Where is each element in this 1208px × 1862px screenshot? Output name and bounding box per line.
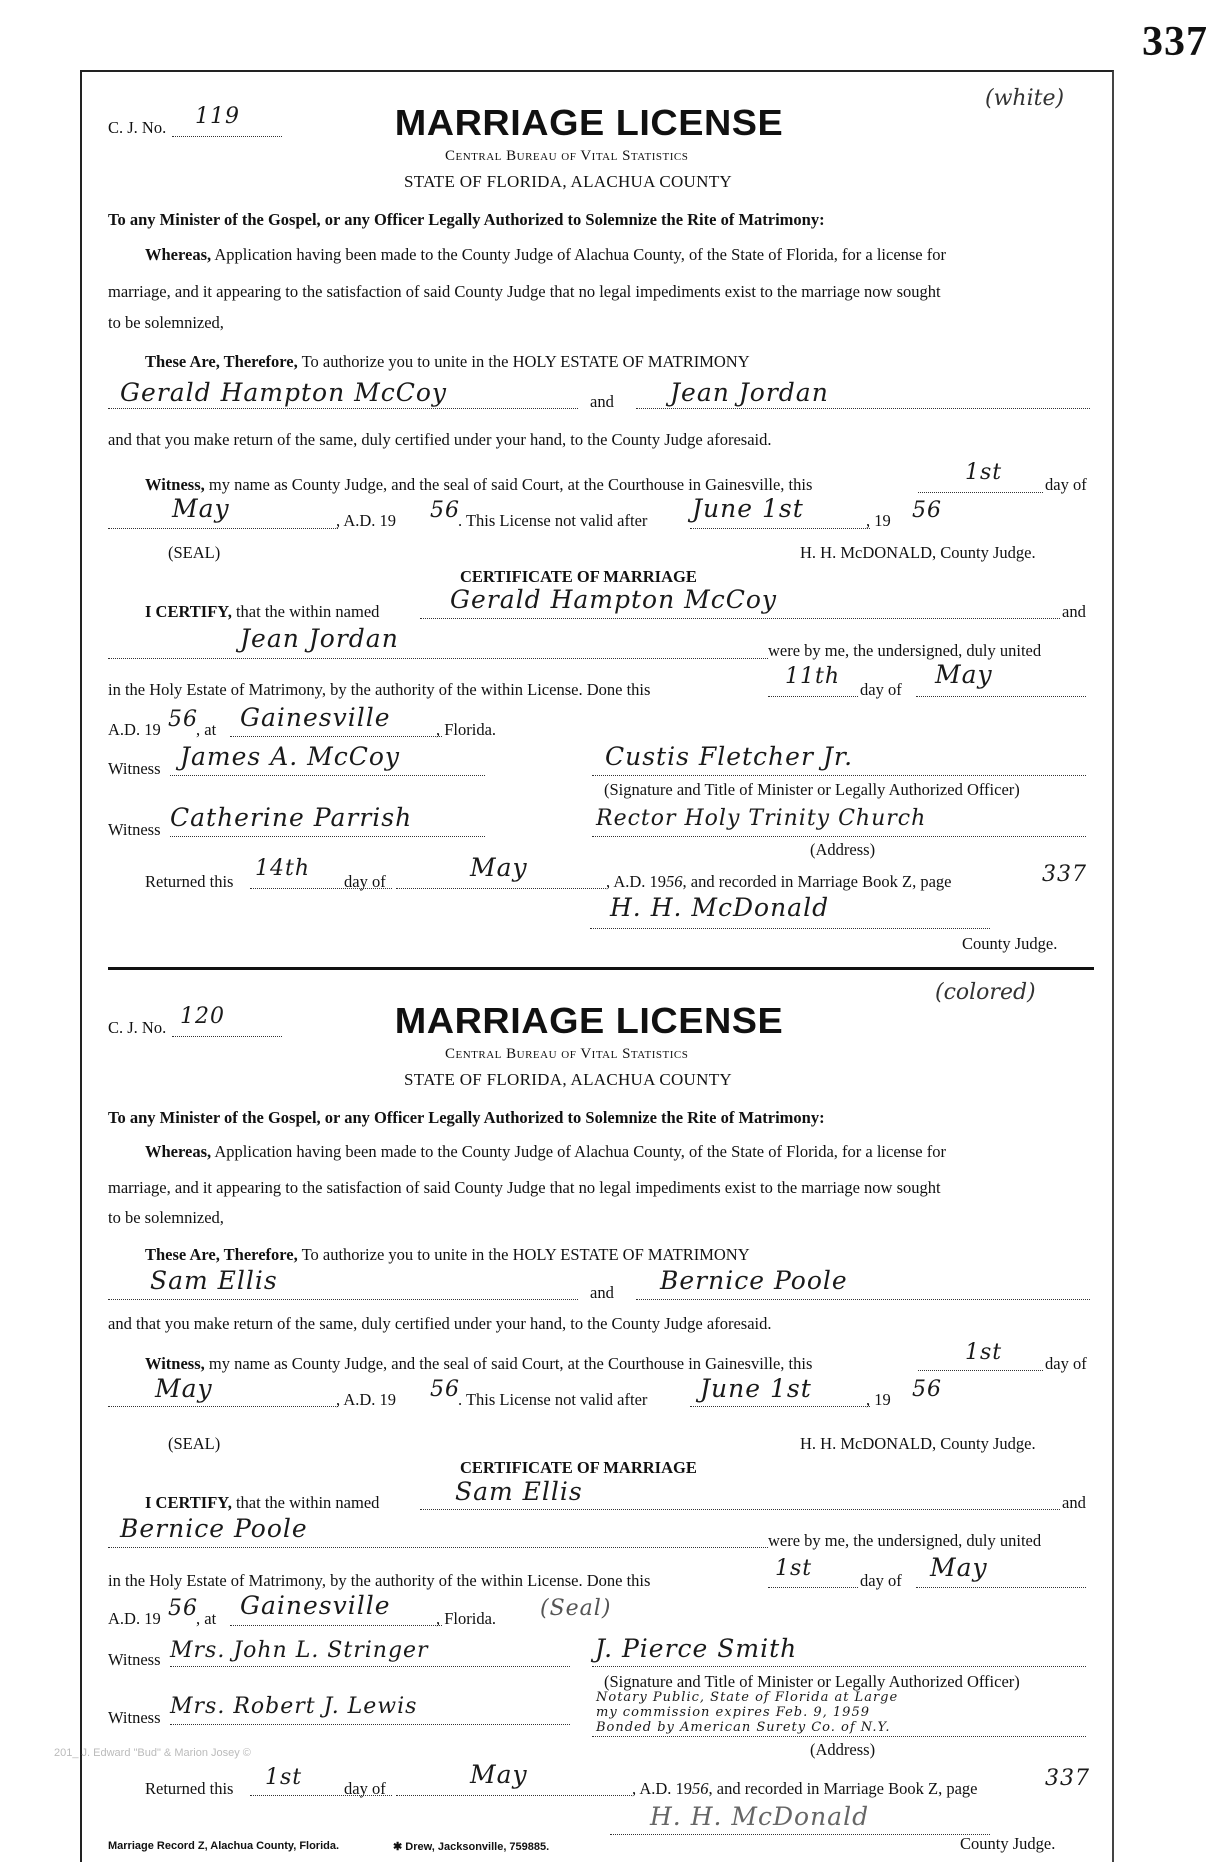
done-year: 56 [168,707,198,732]
judge-name-2: H. H. McDONALD, County Judge. [800,1434,1036,1453]
returned-month: May [470,853,528,882]
return-line-2: and that you make return of the same, duly certified under your hand, to the County Judge aforesaid. [108,1314,772,1333]
seal-label: (SEAL) [168,543,221,562]
expiry-19: , 19 [866,511,891,530]
these-are-line-2: These Are, Therefore, To authorize you to unite in the HOLY ESTATE OF MATRIMONY [145,1245,750,1264]
witness-line-2: Witness, my name as County Judge, and the seal of said Court, at the Courthouse in Gainesville, this [145,1354,813,1373]
county-judge-label-2: County Judge. [960,1834,1056,1853]
these-are-line: These Are, Therefore, To authorize you to unite in the HOLY ESTATE OF MATRIMONY [145,352,750,371]
book-page-2: 337 [1045,1766,1090,1791]
race-note: (white) [985,86,1065,111]
officer-signature-2: J. Pierce Smith [595,1634,798,1663]
officer-title-1: Notary Public, State of Florida at Large [596,1690,899,1705]
witness2-name: Catherine Parrish [170,803,413,832]
issue-month-2: May [155,1374,213,1403]
license-title: MARRIAGE LICENSE [394,102,784,143]
day-of-label: day of [1045,475,1087,494]
returned-year: 56 [666,872,683,891]
returned-ad-label-2: , A.D. 1956, and recorded in Marriage Book Z, page [632,1779,978,1798]
county-judge-label: County Judge. [962,934,1058,953]
expiry-year: 56 [912,498,942,523]
done-day-of-label: day of [860,680,902,699]
florida-label-2: , Florida. [436,1609,497,1628]
done-month-2: May [930,1553,988,1582]
done-ad-label-2: A.D. 19 [108,1609,161,1628]
done-day-of-label-2: day of [860,1571,902,1590]
not-valid-label-2: . This License not valid after [458,1390,648,1409]
cert-groom-name: Gerald Hampton McCoy [450,585,778,614]
whereas-line-1: Whereas, Application having been made to the County Judge of Alachua County, of the State of Florida, for a license for [145,245,946,264]
witness1-label: Witness [108,759,161,778]
united-line-2: were by me, the undersigned, duly united [768,1531,1042,1550]
certify-line-2: I CERTIFY, that the within named [145,1493,380,1512]
cj-number: 119 [195,104,240,129]
witness1-label-2: Witness [108,1650,161,1669]
whereas-line-3-2: to be solemnized, [108,1208,224,1227]
whereas-line-1-2: Whereas, Application having been made to the County Judge of Alachua County, of the State of Florida, for a license for [145,1142,946,1161]
witness1-name-2: Mrs. John L. Stringer [170,1638,429,1663]
day-of-label-2: day of [1045,1354,1087,1373]
state-line: STATE OF FLORIDA, ALACHUA COUNTY [404,172,732,191]
footer-left: Marriage Record Z, Alachua County, Florida. [108,1840,340,1852]
license-title-2: MARRIAGE LICENSE [394,1000,784,1041]
printer-icon: ✱ [393,1841,403,1853]
whereas-line-3: to be solemnized, [108,313,224,332]
returned-ad-label: , A.D. 1956, and recorded in Marriage Book Z, page [606,872,952,891]
bureau-line-2: Central Bureau of Vital Statistics [445,1046,689,1062]
not-valid-label: . This License not valid after [458,511,648,530]
at-label: , at [196,720,217,739]
issue-month: May [172,494,230,523]
and-label: and [590,392,614,411]
witness-line: Witness, my name as County Judge, and the seal of said Court, at the Courthouse in Gainesville, this [145,475,813,494]
whereas-line-2: marriage, and it appearing to the satisfaction of said County Judge that no legal impediments exist to the marriage now sought [108,282,941,301]
certificate-title-2: CERTIFICATE OF MARRIAGE [460,1458,697,1477]
returned-day: 14th [255,856,311,881]
done-month: May [935,660,993,689]
witness1-name: James A. McCoy [180,742,401,771]
marriage-place: Gainesville [240,703,391,732]
state-line-2: STATE OF FLORIDA, ALACHUA COUNTY [404,1070,732,1089]
judge-signature: H. H. McDonald [610,893,830,922]
returned-label: Returned this [145,872,234,891]
whereas-line-2-2: marriage, and it appearing to the satisfaction of said County Judge that no legal impediments exist to the marriage now sought [108,1178,941,1197]
cert-and-label-2: and [1062,1493,1086,1512]
expiry-date: June 1st [692,494,804,523]
return-line: and that you make return of the same, duly certified under your hand, to the County Judge aforesaid. [108,430,772,449]
seal-label-2: (SEAL) [168,1434,221,1453]
footer-right: ✱ Drew, Jacksonville, 759885. [393,1841,550,1853]
at-label-2: , at [196,1609,217,1628]
expiry-19-2: , 19 [866,1390,891,1409]
address-caption: (Address) [810,840,876,859]
returned-day-2: 1st [265,1765,303,1790]
returned-day-of-label: day of [344,872,386,891]
florida-label: , Florida. [436,720,497,739]
officer-title-2: my commission expires Feb. 9, 1959 [596,1705,870,1720]
cj-number-2: 120 [180,1004,225,1029]
officer-title-3: Bonded by American Surety Co. of N.Y. [596,1720,891,1735]
witness2-name-2: Mrs. Robert J. Lewis [170,1694,418,1719]
done-ad-label: A.D. 19 [108,720,161,739]
marriage-place-2: Gainesville [240,1591,391,1620]
judge-signature-2: H. H. McDonald [650,1802,870,1831]
judge-name: H. H. McDONALD, County Judge. [800,543,1036,562]
issue-day: 1st [965,460,1003,485]
officer-caption: (Signature and Title of Minister or Legally Authorized Officer) [604,780,1020,799]
bride-name-2: Bernice Poole [660,1266,848,1295]
race-note-2: (colored) [935,980,1036,1005]
returned-label-2: Returned this [145,1779,234,1798]
united-line: were by me, the undersigned, duly united [768,641,1042,660]
done-day-2: 1st [775,1556,813,1581]
groom-name: Gerald Hampton McCoy [120,378,448,407]
done-day: 11th [785,664,841,689]
to-line: To any Minister of the Gospel, or any Officer Legally Authorized to Solemnize the Rite of Matrimony: [108,210,825,229]
address-caption-2: (Address) [810,1740,876,1759]
done-year-2: 56 [168,1596,198,1621]
issue-day-2: 1st [965,1340,1003,1365]
expiry-date-2: June 1st [700,1374,812,1403]
and-label-2: and [590,1283,614,1302]
certificate-title: CERTIFICATE OF MARRIAGE [460,567,697,586]
ad-label: , A.D. 19 [336,511,397,530]
section-divider [108,967,1094,970]
seal-note: (Seal) [540,1596,612,1621]
bureau-line: Central Bureau of Vital Statistics [445,148,689,164]
issue-year: 56 [430,498,460,523]
bride-name: Jean Jordan [670,378,829,407]
form-frame [80,70,1114,1862]
issue-year-2: 56 [430,1377,460,1402]
holy-estate-line-2: in the Holy Estate of Matrimony, by the authority of the within License. Done this [108,1571,651,1590]
copyright-watermark: 201_ J. Edward "Bud" & Marion Josey © [54,1747,251,1759]
cert-bride-name: Jean Jordan [240,624,399,653]
ad-label-2: , A.D. 19 [336,1390,397,1409]
officer-address: Rector Holy Trinity Church [596,806,927,831]
groom-name-2: Sam Ellis [150,1266,278,1295]
cert-and-label: and [1062,602,1086,621]
returned-year-2: 56 [692,1779,709,1798]
witness2-label-2: Witness [108,1708,161,1727]
returned-day-of-label-2: day of [344,1779,386,1798]
cj-label-2: C. J. No. [108,1018,167,1037]
returned-month-2: May [470,1760,528,1789]
page-number: 337 [1142,19,1208,65]
certify-line: I CERTIFY, that the within named [145,602,380,621]
cert-bride-name-2: Bernice Poole [120,1514,308,1543]
officer-signature: Custis Fletcher Jr. [605,742,854,771]
holy-estate-line: in the Holy Estate of Matrimony, by the authority of the within License. Done this [108,680,651,699]
witness2-label: Witness [108,820,161,839]
officer-caption-2: (Signature and Title of Minister or Legally Authorized Officer) [604,1672,1020,1691]
expiry-year-2: 56 [912,1377,942,1402]
cj-label: C. J. No. [108,118,167,137]
cert-groom-name-2: Sam Ellis [455,1477,583,1506]
book-page: 337 [1042,862,1087,887]
to-line-2: To any Minister of the Gospel, or any Officer Legally Authorized to Solemnize the Rite of Matrimony: [108,1108,825,1127]
